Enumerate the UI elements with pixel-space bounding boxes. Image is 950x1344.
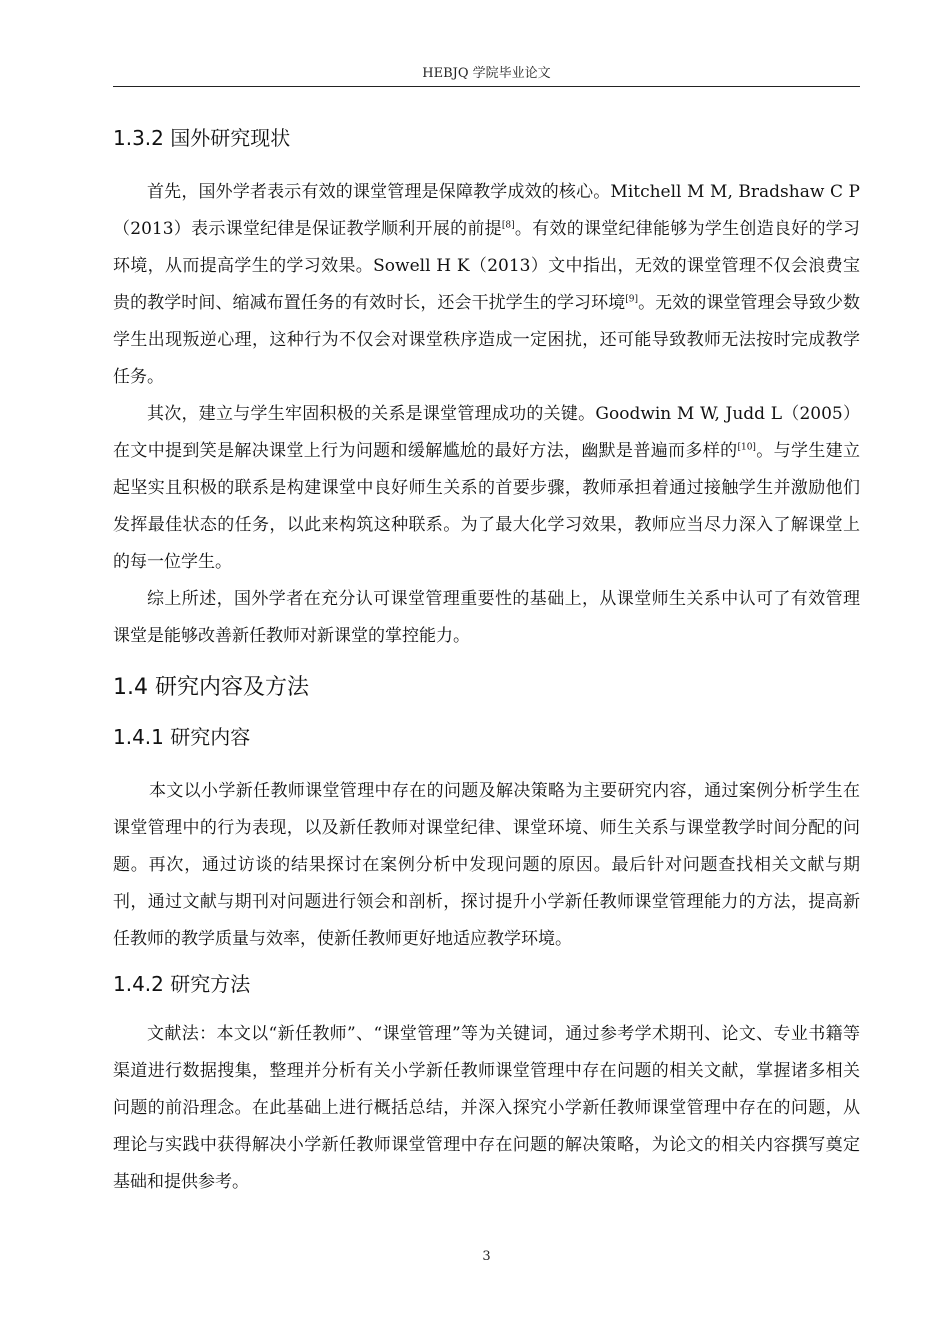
- document-body: [113, 124, 860, 1201]
- section-heading-1-3-2: 1.3.2 国外研究现状: [113, 126, 291, 150]
- section-heading-1-4: 1.4 研究内容及方法: [113, 675, 309, 700]
- citation-ref-8: [8]: [501, 220, 515, 231]
- paragraph-foreign-research-2: [113, 396, 860, 581]
- paragraph-foreign-research-1: [113, 174, 860, 396]
- paragraph-text: 。与学生建立起坚实且积极的联系是构建课堂中良好师生关系的首要步骤，教师承担着通过接触学生并激励他们发挥最佳状态的任务，以此来构筑这种联系。为了最大化学习效果，教师应当尽力深入了解课堂上的每一位学生。: [113, 441, 861, 572]
- page-header-title: HEBJQ 学院毕业论文: [422, 66, 551, 81]
- paragraph-foreign-research-summary: 综上所述，国外学者在充分认可课堂管理重要性的基础上，从课堂师生关系中认可了有效管理课堂是能够改善新任教师对新课堂的掌控能力。: [113, 589, 860, 646]
- paragraph-text: 其次，建立与学生牢固积极的关系是课堂管理成功的关键。Goodwin M W, Judd L（2005）在文中提到笑是解决课堂上行为问题和缓解尴尬的最好方法，幽默是普遍而多样的: [113, 404, 860, 461]
- paragraph-text: 首先，国外学者表示有效的课堂管理是保障教学成效的核心。Mitchell M M, Bradshaw C P（2013）表示课堂纪律是保证教学顺利开展的前提: [113, 182, 860, 239]
- paragraph-text: 。有效的课堂纪律能够为学生创造良好的学习环境，从而提高学生的学习效果。Sowell H K（2013）文中指出，无效的课堂管理不仅会浪费宝贵的教学时间、缩减布置任务的有效时长，还会干扰学生的学习环境: [113, 219, 860, 313]
- header-divider: [113, 86, 860, 87]
- page-number: 3: [482, 1249, 491, 1264]
- paragraph-text: 。无效的课堂管理会导致少数学生出现叛逆心理，这种行为不仅会对课堂秩序造成一定困扰，还可能导致教师无法按时完成教学任务。: [113, 293, 861, 387]
- section-heading-1-4-1: 1.4.1 研究内容: [113, 725, 251, 749]
- paragraph-research-method: 文献法：本文以“新任教师”、“课堂管理”等为关键词，通过参考学术期刊、论文、专业书籍等渠道进行数据搜集，整理并分析有关小学新任教师课堂管理中存在问题的相关文献，掌握诸多相关问题的前沿理念。在此基础上进行概括总结，并深入探究小学新任教师课堂管理中存在的问题，从理论与实践中获得解决小学新任教师课堂管理中存在问题的解决策略，为论文的相关内容撰写奠定基础和提供参考。: [113, 1024, 860, 1192]
- section-heading-1-4-2: 1.4.2 研究方法: [113, 972, 251, 996]
- citation-ref-9: [9]: [625, 294, 639, 305]
- citation-ref-10: [10]: [737, 442, 756, 453]
- paragraph-research-content: 本文以小学新任教师课堂管理中存在的问题及解决策略为主要研究内容，通过案例分析学生在课堂管理中的行为表现，以及新任教师对课堂纪律、课堂环境、师生关系与课堂教学时间分配的问题。再次，通过访谈的结果探讨在案例分析中发现问题的原因。最后针对问题查找相关文献与期刊，通过文献与期刊对问题进行领会和剖析，探讨提升小学新任教师课堂管理能力的方法，提高新任教师的教学质量与效率，使新任教师更好地适应教学环境。: [113, 781, 860, 949]
